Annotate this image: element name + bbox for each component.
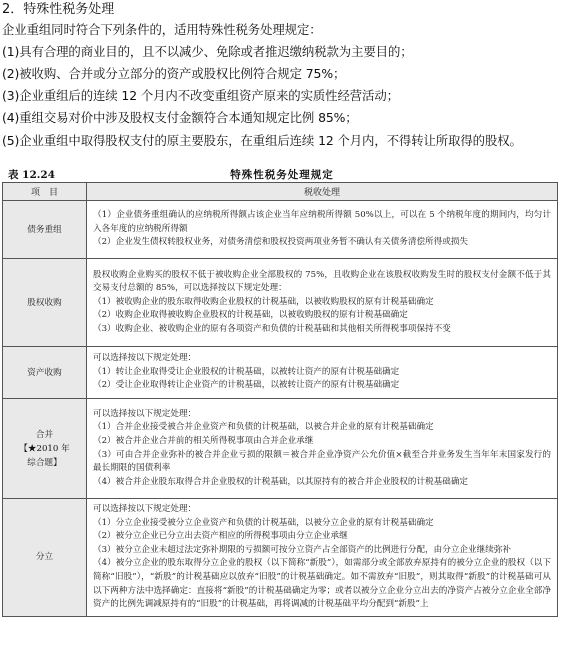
condition-4: (4)重组交易对价中涉及股权支付金额符合本通知规定比例 85%； [2,110,358,125]
table-title: 特殊性税务处理规定 [230,169,334,181]
table-header-row [3,183,558,201]
table-caption [6,166,558,182]
row-label: 合并 【★2010 年 综合题】 [3,399,87,499]
condition-5: (5)企业重组中取得股权支付的原主要股东，在重组后连续 12 个月内，不得转让所取得的股权。 [2,133,522,148]
row-content: 股权收购企业购买的股权不低于被收购企业全部股权的 75%，且收购企业在该股权收购发生时的股权支付金额不低于其交易支付总额的 85%，可以选择按以下规定处理： （1）被收购企业的股东取得收购企业股权的计税基础，以被收购股权的原有计税基础确定 （2）收购企业取得被收购企业股权的计税基础，以被收购股权的原有计税基础确定 （3）收购企业、被收购企业的原有各项资产和负债的计税基础和其他相关所得税事项保持不变 [87,259,558,347]
row-content: 可以选择按以下规定处理： （1）分立企业接受被分立企业资产和负债的计税基础，以被分立企业的原有计税基础确定 （2）被分立企业已分立出去资产相应的所得税事项由分立企业承继 （3）被分立企业未超过法定弥补期限的亏损额可按分立资产占全部资产的比例进行分配，由分立企业继续弥补 （4）被分立企业的股东取得分立企业的股权（以下简称“新股”），如需部分或全部放弃原持有的被分立企业的股权（以下简称“旧股”），“新股”的计税基础应以放弃“旧股”的计税基础确定。如不需放弃“旧股”，则其取得“新股”的计税基础可从以下两种方法中选择确定：直接将“新股”的计税基础确定为零；或者以被分立企业分立出去的净资产占被分立企业全部净资产的比例先调减原持有的“旧股”的计税基础，再将调减的计税基础平均分配到“新股”上 [87,499,558,617]
table-row [3,201,558,259]
row-label: 股权收购 [3,259,87,347]
condition-1: (1)具有合理的商业目的，且不以减少、免除或者推迟缴纳税款为主要目的； [2,44,413,59]
column-header-item: 项 目 [3,183,87,201]
row-content: 可以选择按以下规定处理： （1）转让企业取得受让企业股权的计税基础，以被转让资产的原有计税基础确定 （2）受让企业取得转让企业资产的计税基础，以被转让资产的原有计税基础确定 [87,347,558,399]
condition-3: (3)企业重组后的连续 12 个月内不改变重组资产原来的实质性经营活动； [2,88,399,103]
table-row [3,347,558,399]
intro-lead: 企业重组同时符合下列条件的，适用特殊性税务处理规定： [2,22,322,37]
section-heading: 2．特殊性税务处理 [2,2,115,17]
row-content: （1）企业债务重组确认的应纳税所得额占该企业当年应纳税所得额 50%以上，可以在 5 个纳税年度的期间内，均匀计入各年度的应纳税所得额 （2）企业发生债权转股权业务，对债务清偿和股权投资两项业务暂不确认有关债务清偿所得或损失 [87,201,558,259]
exam-tag: 【★2010 年 [19,443,70,454]
special-tax-treatment-table [2,182,558,617]
condition-2: (2)被收购、合并或分立部分的资产或股权比例符合规定 75%； [2,66,346,81]
intro-section [2,0,560,150]
table-number: 表 12.24 [8,169,56,181]
row-label: 债务重组 [3,201,87,259]
table-row [3,399,558,499]
column-header-treatment: 税收处理 [87,183,558,201]
table-row [3,499,558,617]
row-label: 资产收购 [3,347,87,399]
row-content: 可以选择按以下规定处理： （1）合并企业接受被合并企业资产和负债的计税基础，以被合并企业的原有计税基础确定 （2）被合并企业合并前的相关所得税事项由合并企业承继 （3）可由合并企业弥补的被合并企业亏损的限额＝被合并企业净资产公允价值×截至合并业务发生当年年末国家发行的最长期限的国债利率 （4）被合并企业股东取得合并企业股权的计税基础，以其原持有的被合并企业股权的计税基础确定 [87,399,558,499]
row-label: 分立 [3,499,87,617]
table-row [3,259,558,347]
